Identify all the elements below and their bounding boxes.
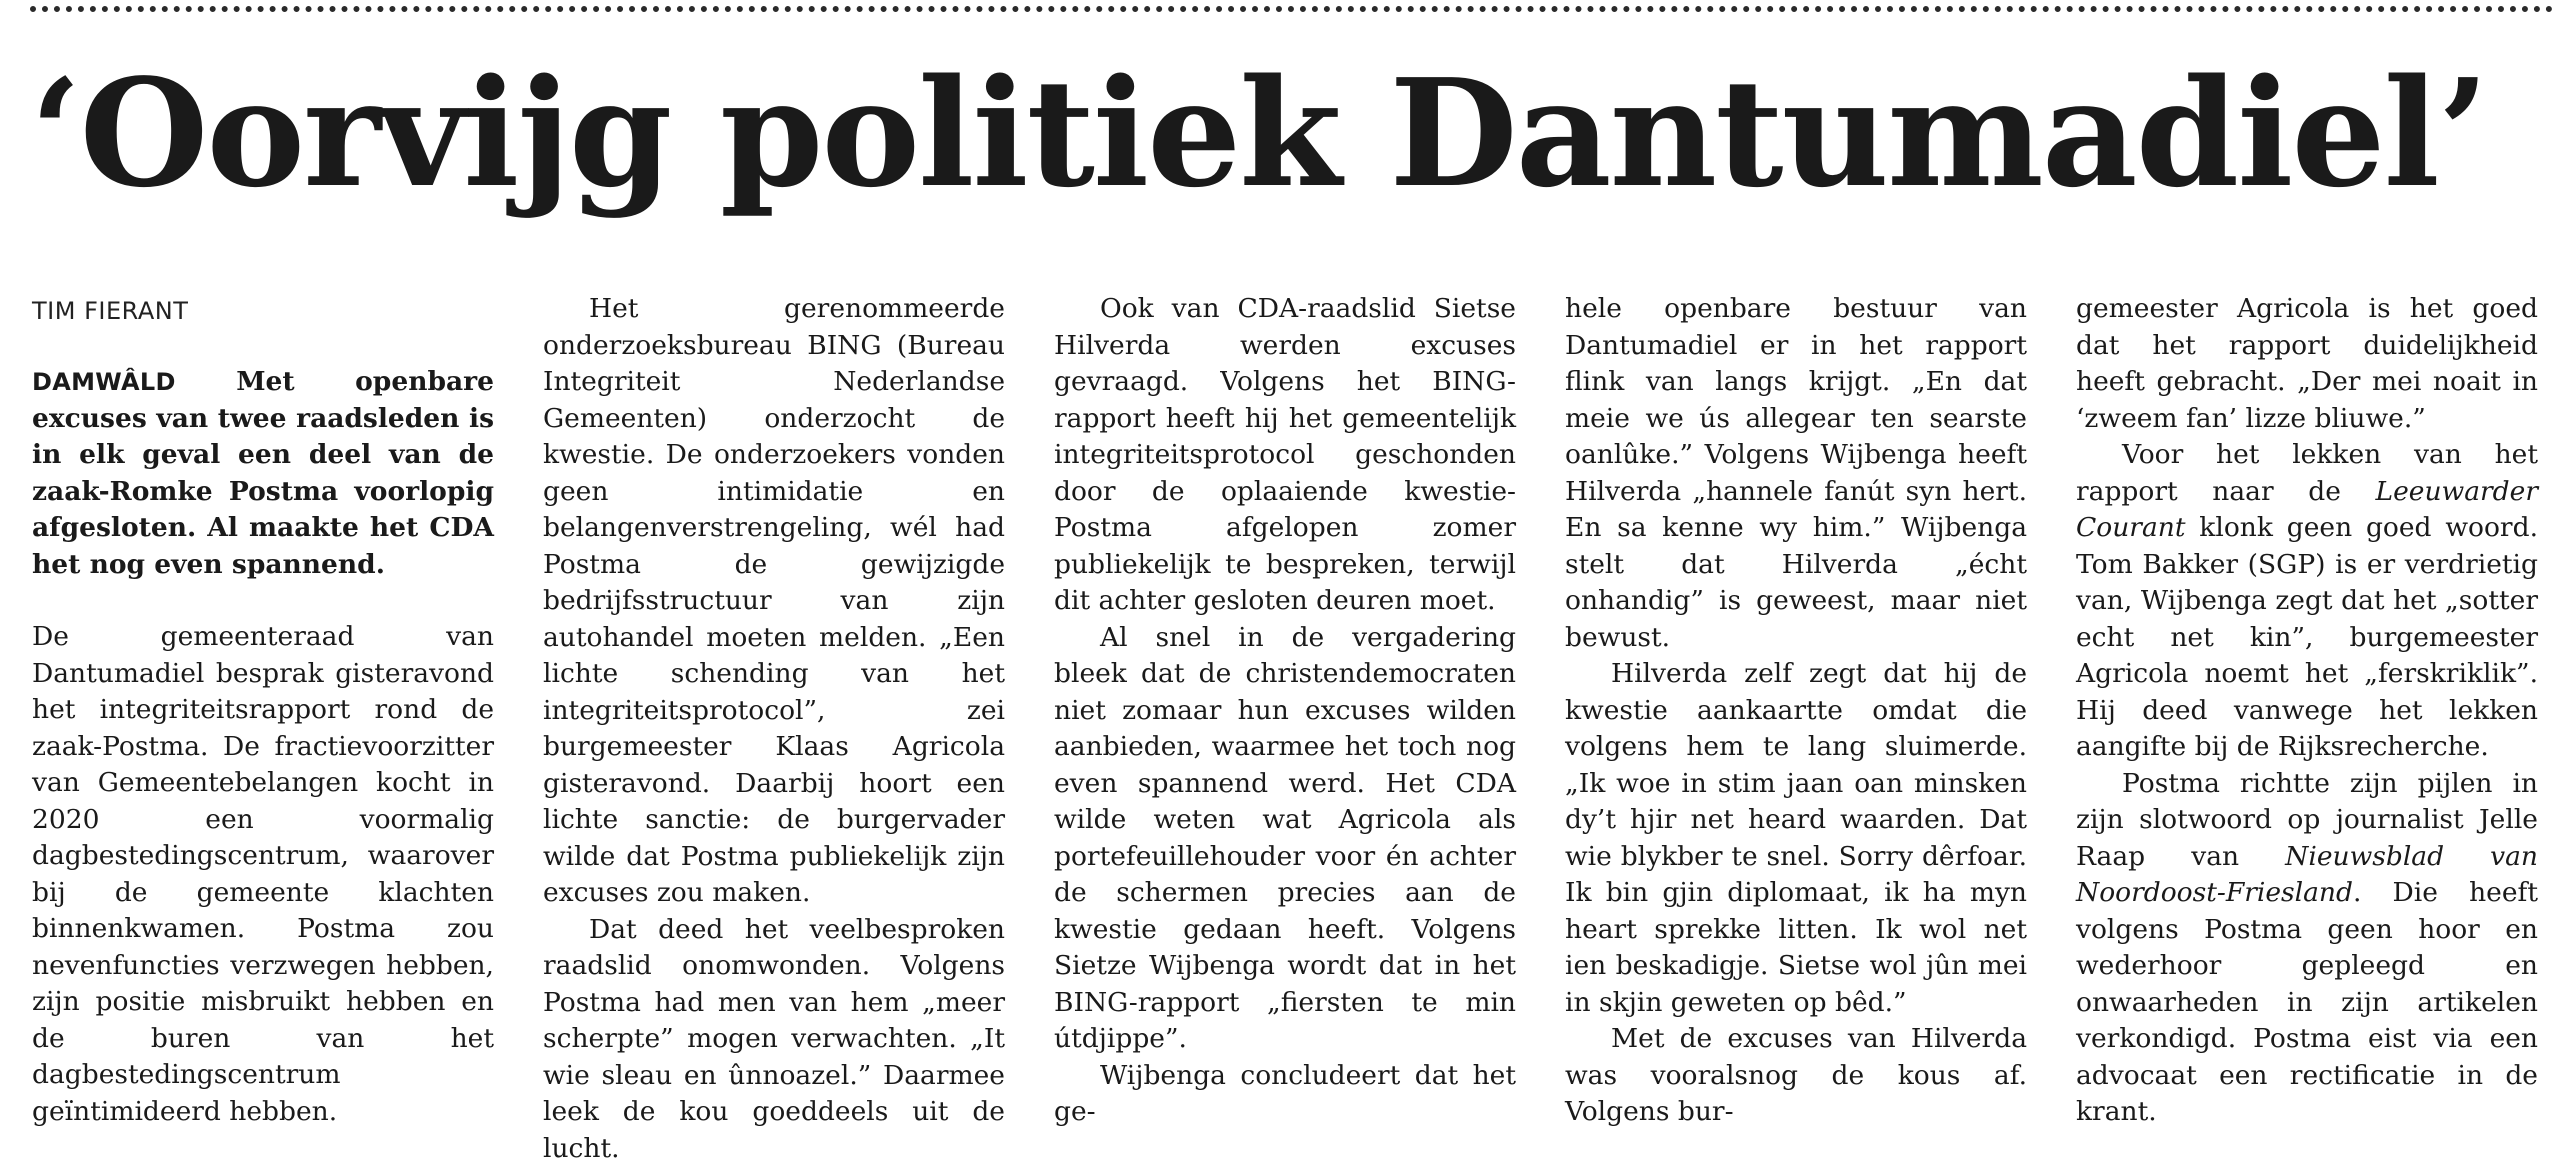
newspaper-name: Nieuwsblad van Noordoost-Friesland	[2076, 841, 2538, 909]
article-paragraph: Al snel in de vergadering bleek dat de christendemocraten niet zomaar hun excuses wilden aanbieden, waarmee het toch nog even spannend werd. Het CDA wilde weten wat Agricola als portefeuillehouder voor én achter de schermen precies aan de kwestie gedaan heeft. Volgens Sietze Wijbenga wordt dat in het BING-rapport „fiersten te min útdjippe”.	[1054, 620, 1516, 1058]
top-dotted-rule	[30, 6, 2554, 12]
article-byline: TIM FIERANT	[32, 297, 188, 325]
article-headline: ‘Oorvijg politiek Dantumadiel’	[30, 52, 2487, 215]
article-paragraph: hele openbare bestuur van Dantumadiel er in het rapport flink van langs krijgt. „En dat meie we ús allegear ten searste oanlûke.” Volgens Wijbenga heeft Hilverda „hannele fanút syn hert. En sa kenne wy him.” Wijbenga stelt dat Hilverda „écht onhandig” is geweest, maar niet bewust.	[1565, 291, 2027, 656]
article-lead-text: Met openbare excuses van twee raadsleden is in elk geval een deel van de zaak-Romke Postma voorlopig afgesloten. Al maakte het CDA het nog even spannend.	[32, 366, 494, 580]
article-paragraph: Ook van CDA-raadslid Sietse Hilverda werden excuses gevraagd. Volgens het BING-rapport heeft hij het gemeentelijk integriteitsprotocol geschonden door de oplaaiende kwestie-Postma afgelopen zomer publiekelijk te bespreken, terwijl dit achter gesloten deuren moet.	[1054, 291, 1516, 620]
article-paragraph: Hilverda zelf zegt dat hij de kwestie aankaartte omdat die volgens hem te lang sluimerde. „Ik woe in stim jaan oan minsken dy’t hjir net heard waarden. Dat wie blykber te snel. Sorry dêrfoar. Ik bin gjin diplomaat, ik ha myn heart sprekke litten. Ik wol net ien beskadigje. Sietse wol jûn mei in skjin geweten op bêd.”	[1565, 656, 2027, 1021]
article-column-3	[1054, 291, 1516, 1131]
paragraph-text: klonk geen goed woord. Tom Bakker (SGP) is er verdrietig van, Wijbenga zegt dat het „sotter echt net kin”, burgemeester Agricola noemt het „ferskriklik”. Hij deed vanwege het lekken aangifte bij de Rijksrecherche.	[2076, 512, 2538, 762]
paragraph-text: Postma richtte zijn pijlen in zijn slotwoord op journalist Jelle Raap van	[2076, 768, 2538, 872]
article-paragraph	[2076, 437, 2538, 766]
article-column-1	[32, 291, 494, 1130]
article-paragraph: Het gerenommeerde onderzoeksbureau BING (Bureau Integriteit Nederlandse Gemeenten) onderzocht de kwestie. De onderzoekers vonden geen intimidatie en belangenverstrengeling, wél had Postma de gewijzigde bedrijfsstructuur van zijn autohandel moeten melden. „Een lichte schending van het integriteitsprotocol”, zei burgemeester Klaas Agricola gisteravond. Daarbij hoort een lichte sanctie: de burgervader wilde dat Postma publiekelijk zijn excuses zou maken.	[543, 291, 1005, 912]
newspaper-name: Leeuwarder Courant	[2076, 476, 2538, 544]
paragraph-text: Voor het lekken van het rapport naar de	[2076, 439, 2538, 507]
article-paragraph: Wijbenga concludeert dat het ge-	[1054, 1058, 1516, 1131]
article-lead	[32, 364, 494, 583]
article-paragraph: Dat deed het veelbesproken raadslid onomwonden. Volgens Postma had men van hem „meer scherpte” mogen verwachten. „It wie sleau en ûnnoazel.” Daarmee leek de kou goeddeels uit de lucht.	[543, 912, 1005, 1167]
article-dateline: DAMWÂLD	[32, 368, 176, 396]
article-column-4	[1565, 291, 2027, 1131]
article-paragraph: Met de excuses van Hilverda was vooralsnog de kous af. Volgens bur-	[1565, 1021, 2027, 1131]
article-paragraph: De gemeenteraad van Dantumadiel besprak gisteravond het integriteitsrapport rond de zaak-Postma. De fractievoorzitter van Gemeentebelangen kocht in 2020 een voormalig dagbestedingscentrum, waarover bij de gemeente klachten binnenkwamen. Postma zou nevenfuncties verzwegen hebben, zijn positie misbruikt hebben en de buren van het dagbestedingscentrum geïntimideerd hebben.	[32, 619, 494, 1130]
article-column-2	[543, 291, 1005, 1167]
article-paragraph: gemeester Agricola is het goed dat het rapport duidelijkheid heeft gebracht. „Der mei noait in ‘zweem fan’ lizze bliuwe.”	[2076, 291, 2538, 437]
paragraph-text: . Die heeft volgens Postma geen hoor en wederhoor gepleegd en onwaarheden in zijn artikelen verkondigd. Postma eist via een advocaat een rectificatie in de krant.	[2076, 877, 2538, 1127]
article-paragraph	[2076, 766, 2538, 1131]
article-column-5	[2076, 291, 2538, 1131]
